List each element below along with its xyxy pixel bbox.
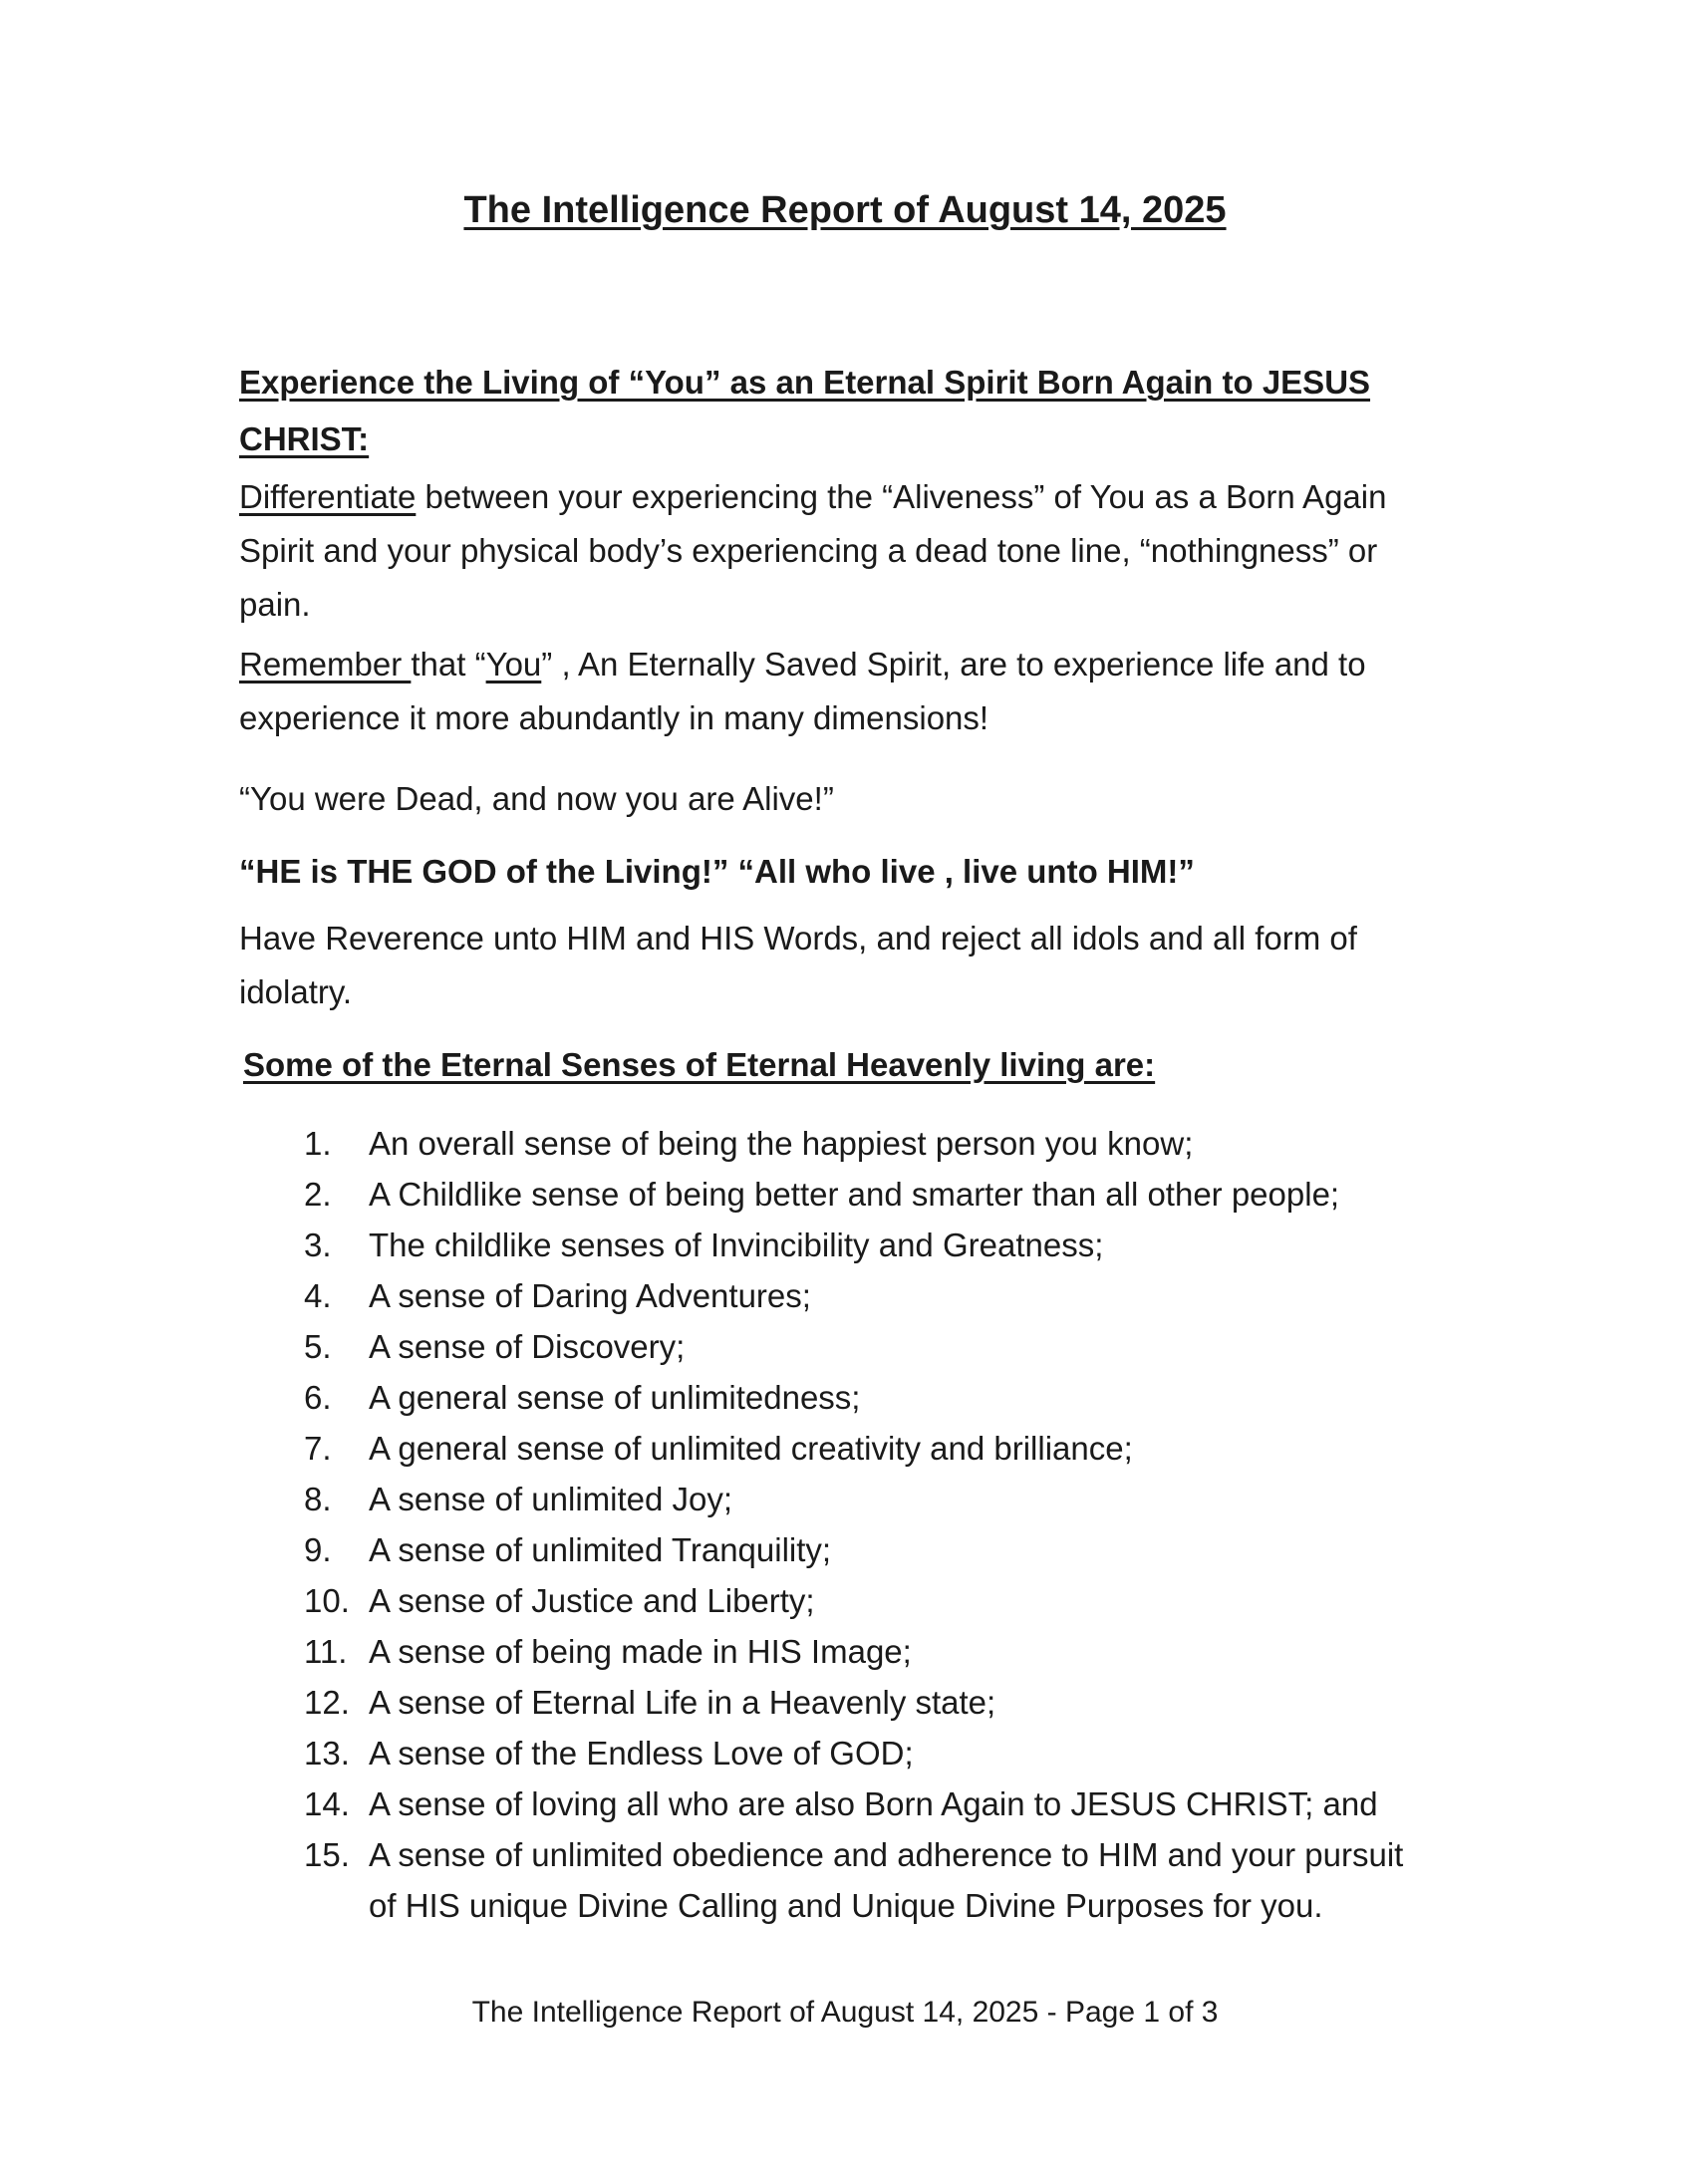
list-item-text: A general sense of unlimited creativity and brilliance;	[369, 1430, 1133, 1467]
list-item	[304, 1728, 1430, 1778]
list-item-number: 10.	[304, 1582, 350, 1619]
list-item-text: A sense of Eternal Life in a Heavenly state;	[369, 1684, 996, 1721]
list-item	[304, 1423, 1430, 1474]
list-item-text: A sense of Justice and Liberty;	[369, 1582, 815, 1619]
paragraph-lead-word: Differentiate	[239, 478, 417, 515]
list-item-text: A sense of being made in HIS Image;	[369, 1633, 912, 1670]
list-item-number: 4.	[304, 1277, 332, 1314]
list-item-number: 12.	[304, 1684, 350, 1721]
list-item	[304, 1270, 1430, 1321]
section-heading: Experience the Living of “You” as an Eternal Spirit Born Again to JESUS CHRIST:	[239, 364, 1371, 457]
paragraph-text: that “	[411, 646, 486, 682]
list-item-text: A general sense of unlimitedness;	[369, 1379, 861, 1416]
list-item-text: A sense of the Endless Love of GOD;	[369, 1735, 914, 1772]
list-item-number: 14.	[304, 1785, 350, 1822]
senses-list	[304, 1118, 1430, 1931]
list-item-text: A sense of unlimited Tranquility;	[369, 1531, 832, 1568]
list-item	[304, 1321, 1430, 1372]
paragraph-quote-living: “HE is THE GOD of the Living!” “All who live , live unto HIM!”	[239, 853, 1195, 890]
list-item-number: 6.	[304, 1379, 332, 1416]
paragraph-reverence: Have Reverence unto HIM and HIS Words, and reject all idols and all form of idolatry.	[239, 920, 1357, 1010]
list-item-number: 1.	[304, 1125, 332, 1162]
list-item	[304, 1372, 1430, 1423]
list-item-text: A sense of loving all who are also Born Again to JESUS CHRIST; and	[369, 1785, 1378, 1822]
list-item	[304, 1169, 1430, 1220]
list-item	[304, 1524, 1430, 1575]
paragraph-differentiate	[239, 470, 1435, 632]
list-item	[304, 1474, 1430, 1524]
list-item	[304, 1677, 1430, 1728]
list-item	[304, 1778, 1430, 1829]
list-item	[304, 1829, 1430, 1931]
paragraph-quote-alive: “You were Dead, and now you are Alive!”	[239, 780, 834, 817]
list-item-number: 5.	[304, 1328, 332, 1365]
list-item-number: 9.	[304, 1531, 332, 1568]
list-item-number: 7.	[304, 1430, 332, 1467]
list-item-text: A Childlike sense of being better and smarter than all other people;	[369, 1176, 1340, 1213]
list-item-number: 13.	[304, 1735, 350, 1772]
list-item-number: 15.	[304, 1836, 350, 1873]
list-item-number: 11.	[304, 1633, 348, 1670]
paragraph-remember	[239, 638, 1435, 745]
paragraph-text: between your experiencing the “Aliveness” of You as a Born Again Spirit and your physical body’s experiencing a dead tone line, “nothingness” or pain.	[239, 478, 1387, 623]
paragraph-text: ” , An Eternally Saved Spirit, are to experience life and to experience it more abundantly in many dimensions!	[239, 646, 1366, 736]
list-item	[304, 1626, 1430, 1677]
paragraph-emphasis-word: You	[485, 646, 542, 682]
list-item	[304, 1118, 1430, 1169]
page-footer: The Intelligence Report of August 14, 2025 - Page 1 of 3	[471, 1996, 1219, 2029]
document-title: The Intelligence Report of August 14, 2025	[463, 189, 1227, 231]
list-item-text: An overall sense of being the happiest person you know;	[369, 1125, 1194, 1162]
list-item-text: A sense of Daring Adventures;	[369, 1277, 811, 1314]
list-item-text: A sense of unlimited Joy;	[369, 1481, 733, 1517]
list-item	[304, 1575, 1430, 1626]
list-heading: Some of the Eternal Senses of Eternal Heavenly living are:	[243, 1046, 1156, 1083]
list-item-text: A sense of Discovery;	[369, 1328, 686, 1365]
list-item-number: 8.	[304, 1481, 332, 1517]
list-item	[304, 1220, 1430, 1270]
list-item-text: A sense of unlimited obedience and adherence to HIM and your pursuit of HIS unique Divine Calling and Unique Divine Purposes for you.	[369, 1836, 1404, 1924]
list-item-text: The childlike senses of Invincibility and Greatness;	[369, 1227, 1104, 1263]
paragraph-lead-word: Remember	[239, 646, 412, 682]
list-item-number: 3.	[304, 1227, 332, 1263]
list-item-number: 2.	[304, 1176, 332, 1213]
